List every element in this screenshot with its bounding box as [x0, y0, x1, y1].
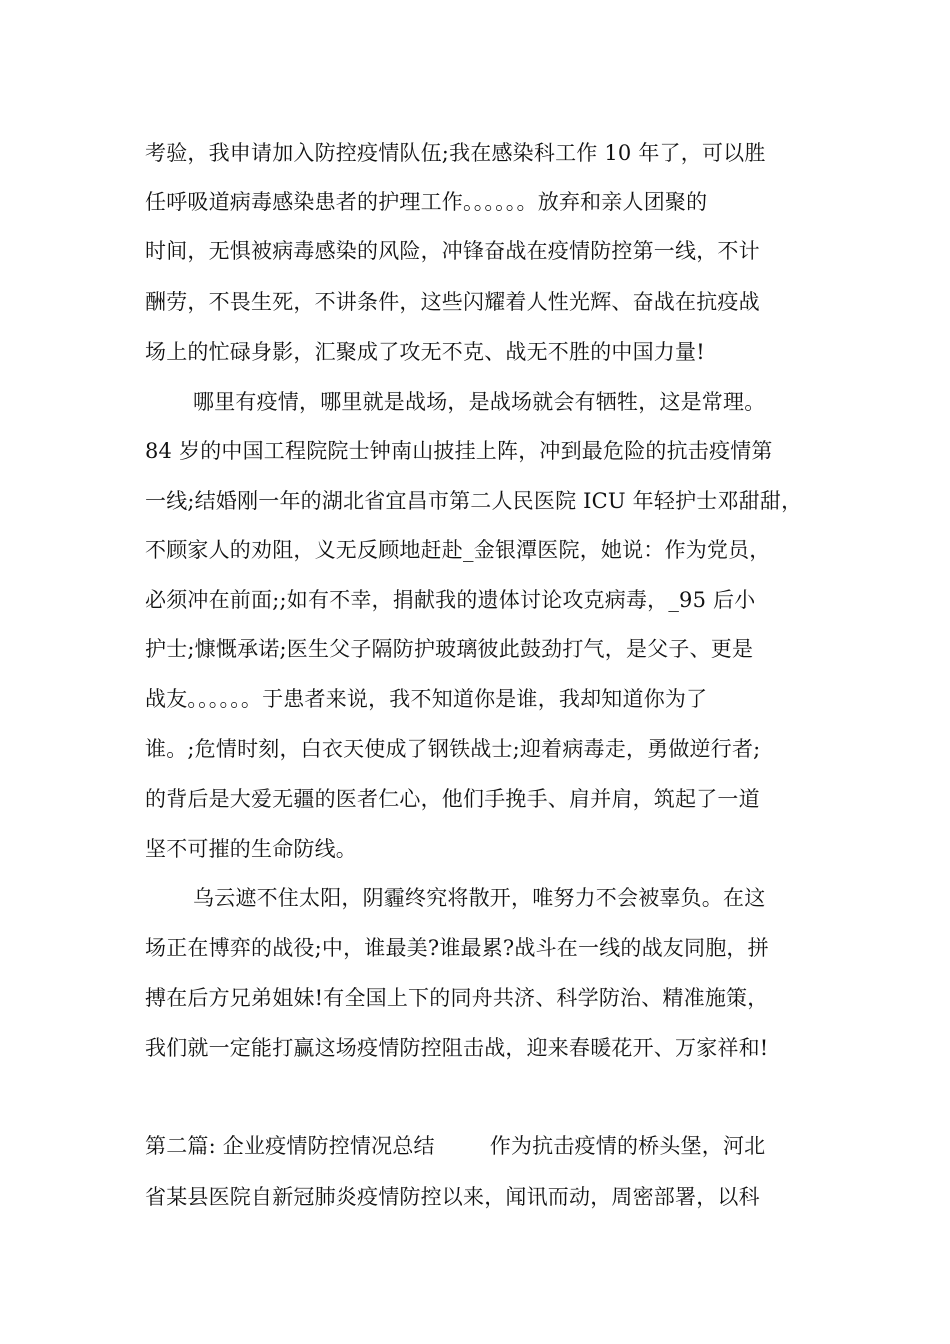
- text-line: 护士;慷慨承诺;医生父子隔防护玻璃彼此鼓劲打气，是父子、更是: [145, 637, 754, 661]
- text-line: 省某县医院自新冠肺炎疫情防控以来，闻讯而动，周密部署，以科: [145, 1185, 760, 1209]
- text-line: 84 岁的中国工程院院士钟南山披挂上阵，冲到最危险的抗击疫情第: [145, 439, 773, 463]
- text-line: 谁。;危情时刻，白衣天使成了钢铁战士;迎着病毒走，勇做逆行者;: [145, 737, 761, 761]
- section-heading-line: 第二篇: 企业疫情防控情况总结 作为抗击疫情的桥头堡，河北: [145, 1134, 766, 1158]
- paragraph-start-line: 哪里有疫情，哪里就是战场，是战场就会有牺牲，这是常理。: [193, 390, 766, 414]
- text-line: 坚不可摧的生命防线。: [145, 837, 357, 861]
- text-line: 场上的忙碌身影，汇聚成了攻无不克、战无不胜的中国力量!: [145, 340, 705, 364]
- text-line: 酬劳，不畏生死，不讲条件，这些闪耀着人性光辉、奋战在抗疫战: [145, 290, 760, 314]
- text-line: 任呼吸道病毒感染患者的护理工作。。。。。。放弃和亲人团聚的: [145, 190, 708, 214]
- paragraph-start-line: 乌云遮不住太阳，阴霾终究将散开，唯努力不会被辜负。在这: [193, 886, 766, 910]
- text-line: 时间，无惧被病毒感染的风险，冲锋奋战在疫情防控第一线，不计: [145, 239, 760, 263]
- text-line: 一线;结婚刚一年的湖北省宜昌市第二人民医院 ICU 年轻护士邓甜甜，: [145, 489, 803, 513]
- text-line: 不顾家人的劝阻，义无反顾地赶赴_金银潭医院，她说：作为党员，: [145, 538, 771, 562]
- text-line: 必须冲在前面;;如有不幸，捐献我的遗体讨论攻克病毒，_95 后小: [145, 588, 756, 612]
- text-line: 战友。。。。。。于患者来说，我不知道你是谁，我却知道你为了: [145, 687, 708, 711]
- text-line: 场正在博弈的战役;中，谁最美?谁最累?战斗在一线的战友同胞，拼: [145, 936, 769, 960]
- text-line: 我们就一定能打赢这场疫情防控阻击战，迎来春暖花开、万家祥和!: [145, 1036, 769, 1060]
- text-line: 搏在后方兄弟姐妹!有全国上下的同舟共济、科学防治、精准施策，: [145, 986, 769, 1010]
- text-line: 考验，我申请加入防控疫情队伍;我在感染科工作 10 年了，可以胜: [145, 141, 766, 165]
- text-line: 的背后是大爱无疆的医者仁心，他们手挽手、肩并肩，筑起了一道: [145, 787, 760, 811]
